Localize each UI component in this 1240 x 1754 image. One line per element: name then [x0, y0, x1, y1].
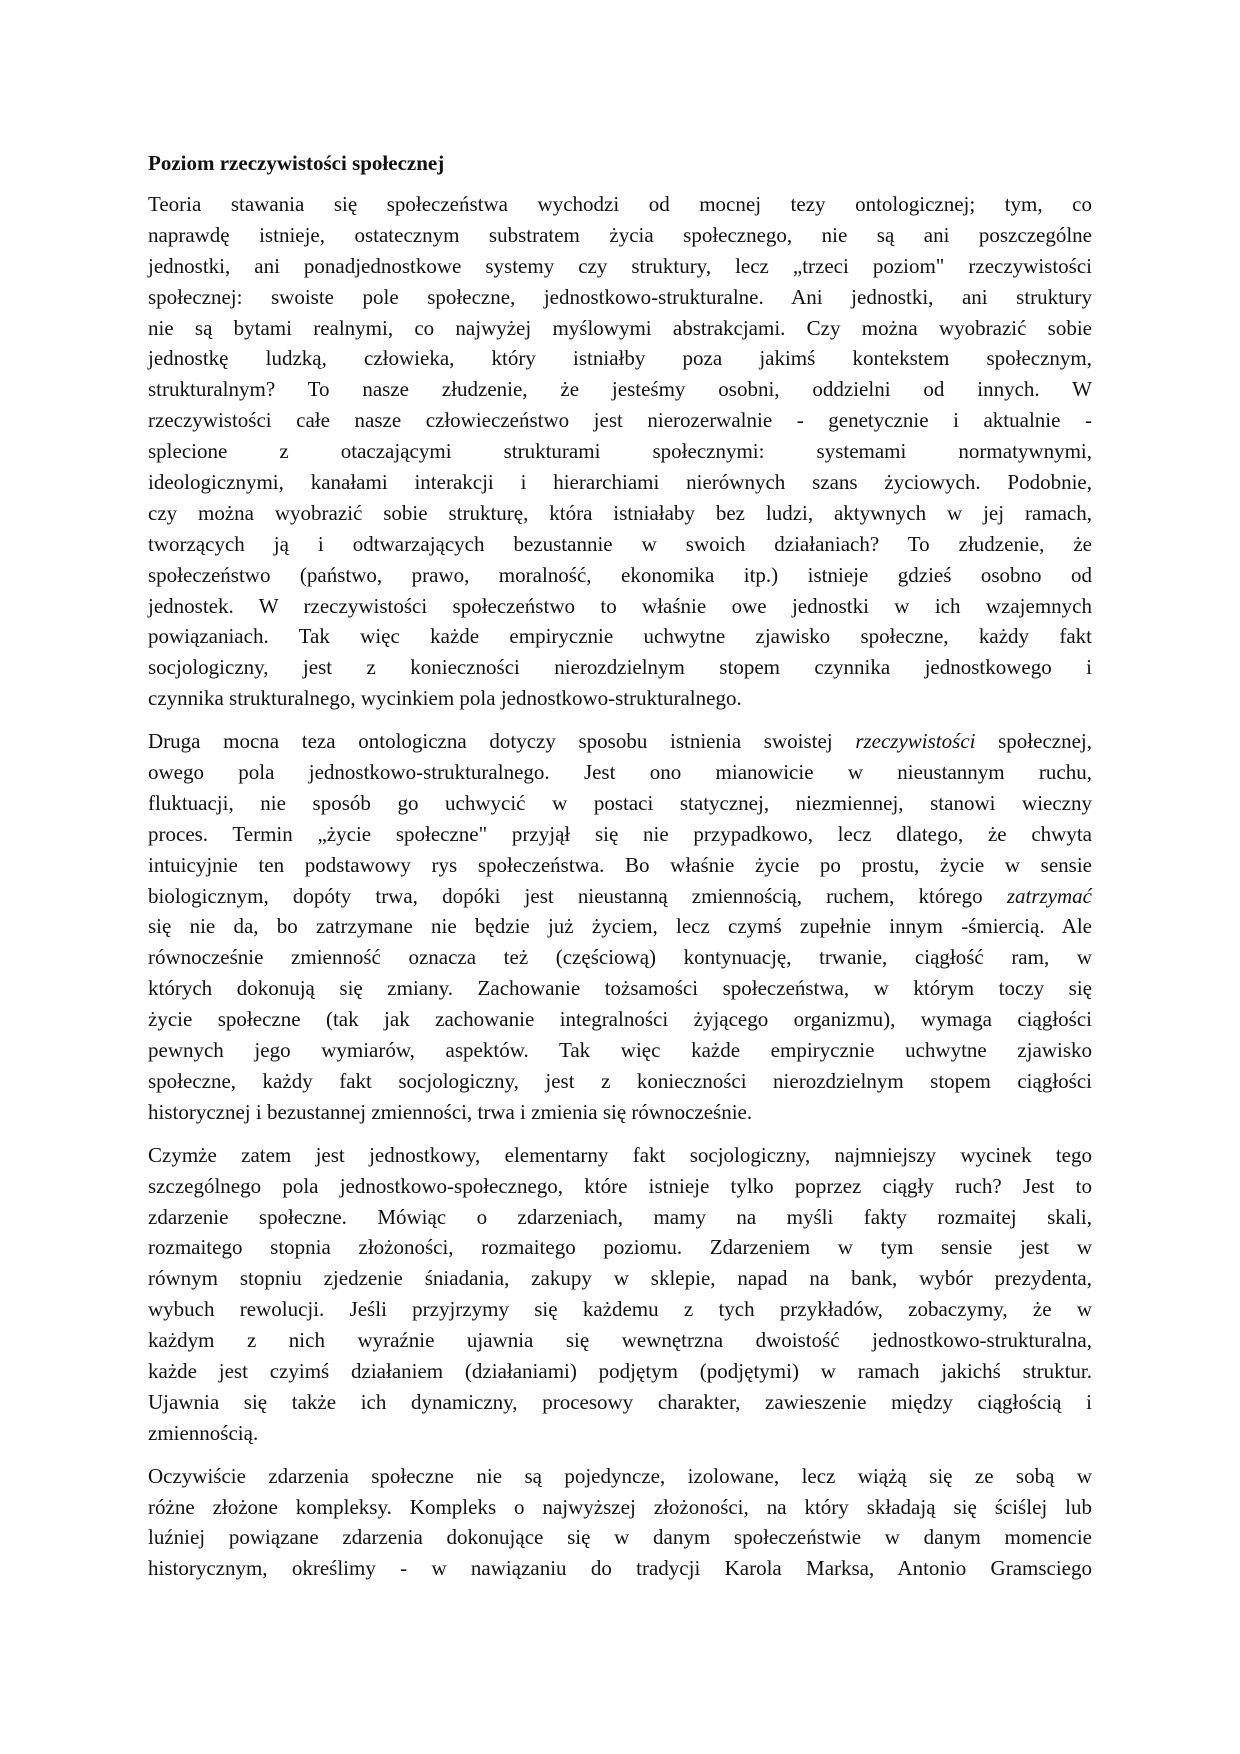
text-line: historycznym, określimy - w nawiązaniu do tradycji Karola Marksa, Antonio Gramsciego: [148, 1556, 1092, 1581]
text-line: każdym z nich wyraźnie ujawnia się wewnętrzna dwoistość jednostkowo-strukturalna,: [148, 1328, 1092, 1353]
text-line: owego pola jednostkowo-strukturalnego. Jest ono mianowicie w nieustannym ruchu,: [148, 760, 1092, 785]
paragraph: [148, 1140, 1092, 1449]
text-line: społecznej: swoiste pole społeczne, jednostkowo-strukturalne. Ani jednostki, ani struktury: [148, 284, 1092, 309]
text-line: luźniej powiązane zdarzenia dokonujące się w danym społeczeństwie w danym momencie: [148, 1525, 1092, 1550]
text-line: nie są bytami realnymi, co najwyżej myślowymi abstrakcjami. Czy można wyobrazić sobie: [148, 315, 1092, 340]
text-line: Teoria stawania się społeczeństwa wychodzi od mocnej tezy ontologicznej; tym, co: [148, 192, 1092, 216]
text-line: jednostkę ludzką, człowieka, który istniałby poza jakimś kontekstem społecznym,: [148, 346, 1092, 371]
document-body: [148, 189, 1092, 1584]
text-line: fluktuacji, nie sposób go uchwycić w postaci statycznej, niezmiennej, stanowi wieczny: [148, 790, 1092, 815]
text-line: społeczne, każdy fakt socjologiczny, jest z konieczności nierozdzielnym stopem ciągłości: [148, 1068, 1092, 1093]
document-page: [148, 148, 1092, 1596]
text-line: szczególnego pola jednostkowo-społecznego, które istnieje tylko poprzez ciągły ruch? Jest to: [148, 1173, 1092, 1198]
text-line: zmiennością.: [148, 1420, 259, 1445]
text-line: równym stopniu zjedzenie śniadania, zakupy w sklepie, napad na bank, wybór prezydenta,: [148, 1266, 1092, 1291]
text-line: strukturalnym? To nasze złudzenie, że jesteśmy osobni, oddzielni od innych. W: [148, 377, 1092, 402]
text-line: społeczeństwo (państwo, prawo, moralność, ekonomika itp.) istnieje gdzieś osobno od: [148, 562, 1092, 587]
text-line: tworzących ją i odtwarzających bezustannie w swoich działaniach? To złudzenie, że: [148, 531, 1092, 556]
text-line: naprawdę istnieje, ostatecznym substratem życia społecznego, nie są ani poszczególne: [148, 222, 1092, 247]
text-line: splecione z otaczającymi strukturami społecznymi: systemami normatywnymi,: [148, 439, 1092, 464]
section-heading: Poziom rzeczywistości społecznej: [148, 151, 445, 175]
text-line: równocześnie zmienność oznacza też (częściową) kontynuację, trwanie, ciągłość ram, w: [148, 945, 1092, 970]
paragraph: [148, 189, 1092, 714]
text-line: jednostki, ani ponadjednostkowe systemy czy struktury, lecz „trzeci poziom" rzeczywistości: [148, 253, 1092, 278]
text-line: Oczywiście zdarzenia społeczne nie są pojedyncze, izolowane, lecz wiążą się ze sobą w: [148, 1463, 1092, 1488]
text-line: ideologicznymi, kanałami interakcji i hierarchiami nierównych szans życiowych. Podobnie,: [148, 470, 1092, 495]
text-line: intuicyjnie ten podstawowy rys społeczeństwa. Bo właśnie życie po prostu, życie w sensie: [148, 852, 1092, 877]
text-line: rozmaitego stopnia złożoności, rozmaitego poziomu. Zdarzeniem w tym sensie jest w: [148, 1235, 1092, 1260]
text-line: pewnych jego wymiarów, aspektów. Tak więc każde empirycznie uchwytne zjawisko: [148, 1038, 1092, 1063]
text-line: historycznej i bezustannej zmienności, trwa i zmienia się równocześnie.: [148, 1099, 753, 1124]
text-line: różne złożone kompleksy. Kompleks o najwyższej złożoności, na który składają się ściślej lub: [148, 1494, 1092, 1519]
text-line: czynnika strukturalnego, wycinkiem pola jednostkowo-strukturalnego.: [148, 686, 742, 711]
text-line: zdarzenie społeczne. Mówiąc o zdarzeniach, mamy na myśli fakty rozmaitej skali,: [148, 1204, 1092, 1229]
paragraph: [148, 726, 1092, 1128]
text-line: socjologiczny, jest z konieczności nierozdzielnym stopem czynnika jednostkowego i: [148, 655, 1092, 680]
text-line: wybuch rewolucji. Jeśli przyjrzymy się każdemu z tych przykładów, zobaczymy, że w: [148, 1297, 1092, 1322]
text-line: jednostek. W rzeczywistości społeczeństwo to właśnie owe jednostki w ich wzajemnych: [148, 593, 1092, 618]
text-line: czy można wyobrazić sobie strukturę, która istniałaby bez ludzi, aktywnych w jej ramach,: [148, 500, 1092, 525]
text-line: każde jest czyimś działaniem (działaniami) podjętym (podjętymi) w ramach jakichś struktur.: [148, 1358, 1092, 1383]
text-line: których dokonują się zmiany. Zachowanie tożsamości społeczeństwa, w którym toczy się: [148, 976, 1092, 1001]
text-line: się nie da, bo zatrzymane nie będzie już życiem, lecz czymś zupełnie innym -śmiercią. Ale: [148, 914, 1092, 939]
text-line: życie społeczne (tak jak zachowanie integralności żyjącego organizmu), wymaga ciągłości: [148, 1007, 1092, 1032]
text-line: biologicznym, dopóty trwa, dopóki jest nieustanną zmiennością, ruchem, którego zatrzymać: [148, 883, 1092, 908]
text-line: Czymże zatem jest jednostkowy, elementarny fakt socjologiczny, najmniejszy wycinek tego: [148, 1142, 1092, 1167]
text-line: rzeczywistości całe nasze człowieczeństwo jest nierozerwalnie - genetycznie i aktualnie -: [148, 408, 1092, 433]
text-line: Druga mocna teza ontologiczna dotyczy sposobu istnienia swoistej rzeczywistości społecznej,: [148, 729, 1093, 754]
text-line: Ujawnia się także ich dynamiczny, procesowy charakter, zawieszenie między ciągłością i: [148, 1389, 1092, 1414]
text-line: powiązaniach. Tak więc każde empirycznie uchwytne zjawisko społeczne, każdy fakt: [148, 624, 1092, 649]
paragraph: [148, 1461, 1092, 1585]
text-line: proces. Termin „życie społeczne" przyjął się nie przypadkowo, lecz dlatego, że chwyta: [148, 821, 1092, 846]
